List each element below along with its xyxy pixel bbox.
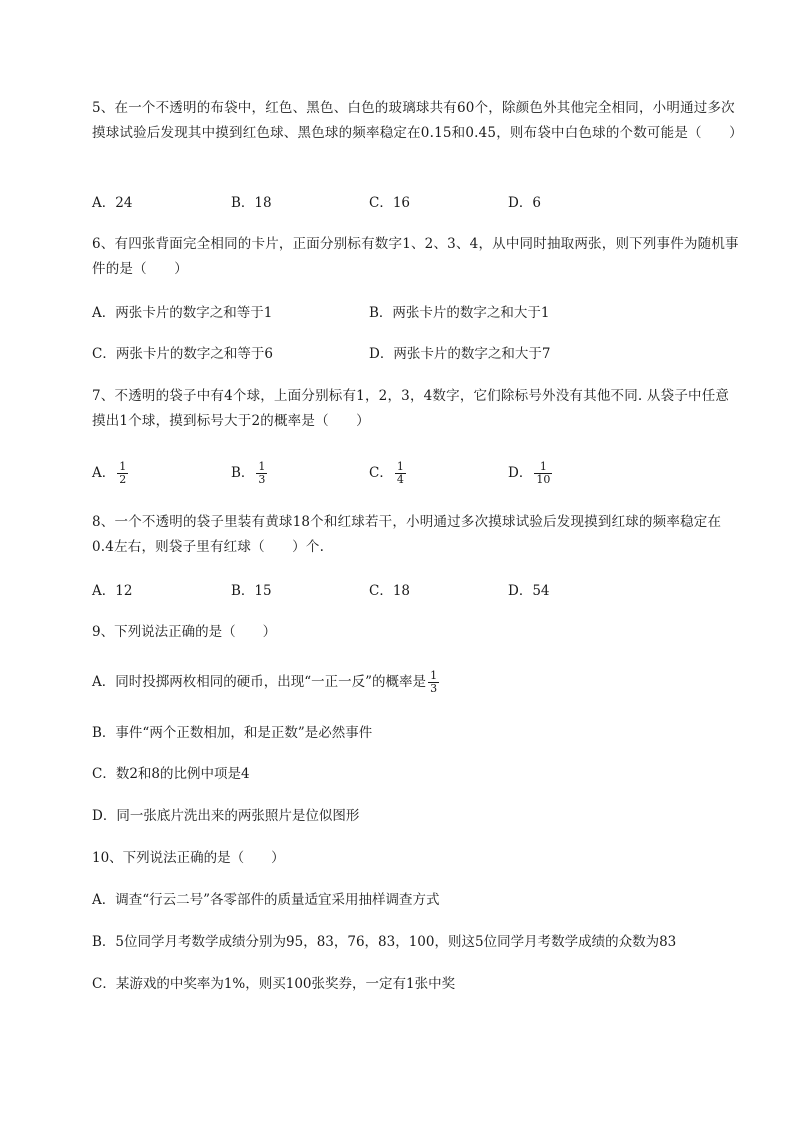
- fraction-denominator: 10: [536, 473, 551, 486]
- question-9-text: 9、下列说法正确的是（ ）: [92, 624, 277, 640]
- fraction: [256, 461, 267, 486]
- question-6-options-row-1: [92, 301, 742, 327]
- question-10-option-a[interactable]: A．调查“行云二号”各零部件的质量适宜采用抽样调查方式: [92, 892, 440, 908]
- question-8-option-c[interactable]: C．18: [369, 583, 411, 599]
- question-9-option-b[interactable]: B．事件“两个正数相加，和是正数”是必然事件: [92, 725, 373, 741]
- fraction-numerator: 1: [119, 460, 127, 473]
- question-7-option-b[interactable]: [231, 461, 267, 486]
- question-8-option-a[interactable]: A．12: [92, 583, 133, 599]
- option-prefix: C．: [369, 465, 393, 481]
- question-8-option-d[interactable]: D．54: [508, 583, 550, 599]
- fraction-denominator: 3: [430, 682, 438, 695]
- fraction: [395, 461, 406, 486]
- question-10-option-c[interactable]: C．某游戏的中奖率为1%，则买100张奖券，一定有1张中奖: [92, 976, 456, 992]
- fraction: [428, 670, 439, 695]
- fraction-denominator: 3: [258, 473, 266, 486]
- question-10-option-b[interactable]: B．5位同学月考数学成绩分别为95，83，76，83，100，则这5位同学月考数学成绩的众数为83: [92, 934, 677, 950]
- question-7-options: [92, 461, 742, 487]
- question-7-option-c[interactable]: [369, 461, 406, 486]
- option-prefix: D．: [508, 465, 533, 481]
- question-7-option-d[interactable]: [508, 461, 552, 486]
- question-5-option-c[interactable]: C．16: [369, 195, 411, 211]
- question-9-option-d[interactable]: D．同一张底片洗出来的两张照片是位似图形: [92, 808, 360, 824]
- question-9-option-c[interactable]: C．数2和8的比例中项是4: [92, 766, 250, 782]
- question-7-text: 7、不透明的袋子中有4个球，上面分别标有1，2，3，4数字，它们除标号外没有其他不同. 从袋子中任意摸出1个球，摸到标号大于2的概率是（ ）: [92, 388, 730, 429]
- question-8-options: [92, 579, 742, 605]
- option-a-text: A．同时投掷两枚相同的硬币，出现“一正一反”的概率是: [92, 674, 427, 690]
- fraction-denominator: 2: [119, 473, 127, 486]
- question-6-option-c[interactable]: C．两张卡片的数字之和等于6: [92, 346, 273, 362]
- fraction: [534, 461, 552, 486]
- question-5-option-b[interactable]: B．18: [231, 195, 272, 211]
- question-5-options: [92, 191, 742, 217]
- fraction-numerator: 1: [396, 460, 404, 473]
- question-5-text: 5、在一个不透明的布袋中，红色、黑色、白色的玻璃球共有60个，除颜色外其他完全相同，小明通过多次摸球试验后发现其中摸到红色球、黑色球的频率稳定在0.15和0.45，则布袋中白色球的个数可能是（ ）: [92, 100, 743, 141]
- question-6-options-row-2: [92, 342, 742, 368]
- question-8-text: 8、一个不透明的袋子里装有黄球18个和红球若干，小明通过多次摸球试验后发现摸到红球的频率稳定在0.4左右，则袋子里有红球（ ）个.: [92, 514, 722, 555]
- question-6-text: 6、有四张背面完全相同的卡片，正面分别标有数字1、2、3、4，从中同时抽取两张，则下列事件为随机事件的是（ ）: [92, 236, 739, 277]
- option-prefix: A．: [92, 465, 116, 481]
- fraction-denominator: 4: [396, 473, 404, 486]
- question-9-option-a[interactable]: [92, 670, 439, 695]
- question-8-option-b[interactable]: B．15: [231, 583, 272, 599]
- question-5-option-a[interactable]: A．24: [92, 195, 133, 211]
- option-prefix: B．: [231, 465, 255, 481]
- fraction-numerator: 1: [539, 460, 547, 473]
- question-7-option-a[interactable]: [92, 461, 128, 486]
- question-6-option-a[interactable]: A．两张卡片的数字之和等于1: [92, 305, 273, 321]
- question-6-option-d[interactable]: D．两张卡片的数字之和大于7: [369, 346, 551, 362]
- question-6-option-b[interactable]: B．两张卡片的数字之和大于1: [369, 305, 550, 321]
- fraction-numerator: 1: [430, 669, 438, 682]
- question-5-option-d[interactable]: D．6: [508, 195, 541, 211]
- fraction-numerator: 1: [258, 460, 266, 473]
- fraction: [117, 461, 128, 486]
- question-10-text: 10、下列说法正确的是（ ）: [92, 850, 285, 866]
